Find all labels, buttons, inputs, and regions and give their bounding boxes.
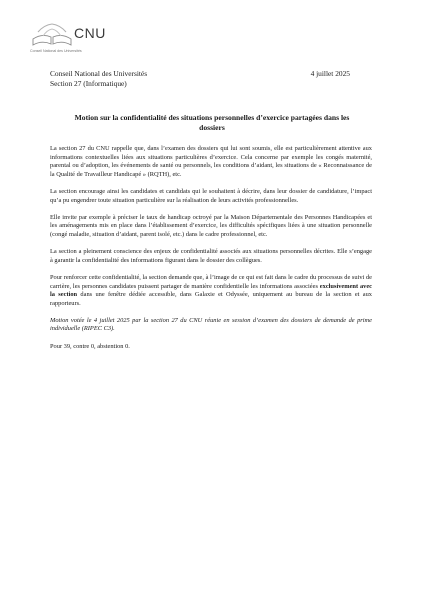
paragraph-5 (50, 274, 372, 308)
paragraph-2: La section encourage ainsi les candidates et candidats qui le souhaitent à décrire, dans leur dossier de candidature, l’impact qu’a pu engendrer toute situation particulière sur la réalisation de leurs activités professionnelles. (50, 187, 372, 204)
header-org: Conseil National des Universités (50, 69, 148, 78)
logo-subtitle: Conseil National des Universités (30, 49, 82, 53)
header-date: 4 juillet 2025 (310, 69, 350, 78)
vote-result: Pour 39, contre 0, abstention 0. (50, 342, 130, 350)
paragraph-4: La section a pleinement conscience des enjeux de confidentialité associés aux situations personnelles décrites. Elle s’engage à garantir la confidentialité des informations figurant dans le dossier des collègues. (50, 248, 372, 264)
paragraph-3: Elle invite par exemple à préciser le taux de handicap octroyé par la Maison Départementale des Personnes Handicapées et les aménagements mis en place dans l’établissement d’exercice, les difficultés spécifiques liées à une situation personnelle (congé maladie, situation d’aidant, parent isolé, etc.) dans le cadre professionnel, etc. (50, 213, 372, 238)
open-book-icon (30, 20, 74, 48)
paragraph-5-end: dans une fenêtre dédiée accessible, dans Galaxie et Odyssée, uniquement au bureau de la section et aux rapporteurs. (50, 291, 372, 307)
motion-title: Motion sur la confidentialité des situations personnelles d’exercice partagées dans les dossiers (74, 113, 350, 132)
header-section: Section 27 (Informatique) (50, 78, 127, 88)
cnu-logo (30, 20, 140, 54)
document-header (50, 69, 350, 88)
logo-text: CNU (74, 25, 106, 41)
paragraph-1: La section 27 du CNU rappelle que, dans l’examen des dossiers qui lui sont soumis, elle est particulièrement attentive aux informations contextuelles liées aux situations particulières d’exercice. Cela concerne par exemple les congés maternité, parental ou d’adoption, les événements de santé ou personnels, les conditions d’aidant, les situations de « Reconnaissance de la Qualité de Travailleur Handicapé » (RQTH), etc. (50, 145, 372, 178)
motion-body (50, 145, 372, 360)
vote-note: Motion votée le 4 juillet 2025 par la section 27 du CNU réunie en session d’examen des dossiers de demande de prime individuelle (RIPEC C3). (50, 316, 372, 333)
paragraph-5-emphasis: exclusivement avec la section (50, 282, 373, 299)
paragraph-5-start: Pour renforcer cette confidentialité, la section demande que, à l’image de ce qui est fait dans le cadre du processus de suivi de carrière, les personnes candidates puissent partager de manière confidentielle les informations associées (50, 273, 372, 290)
